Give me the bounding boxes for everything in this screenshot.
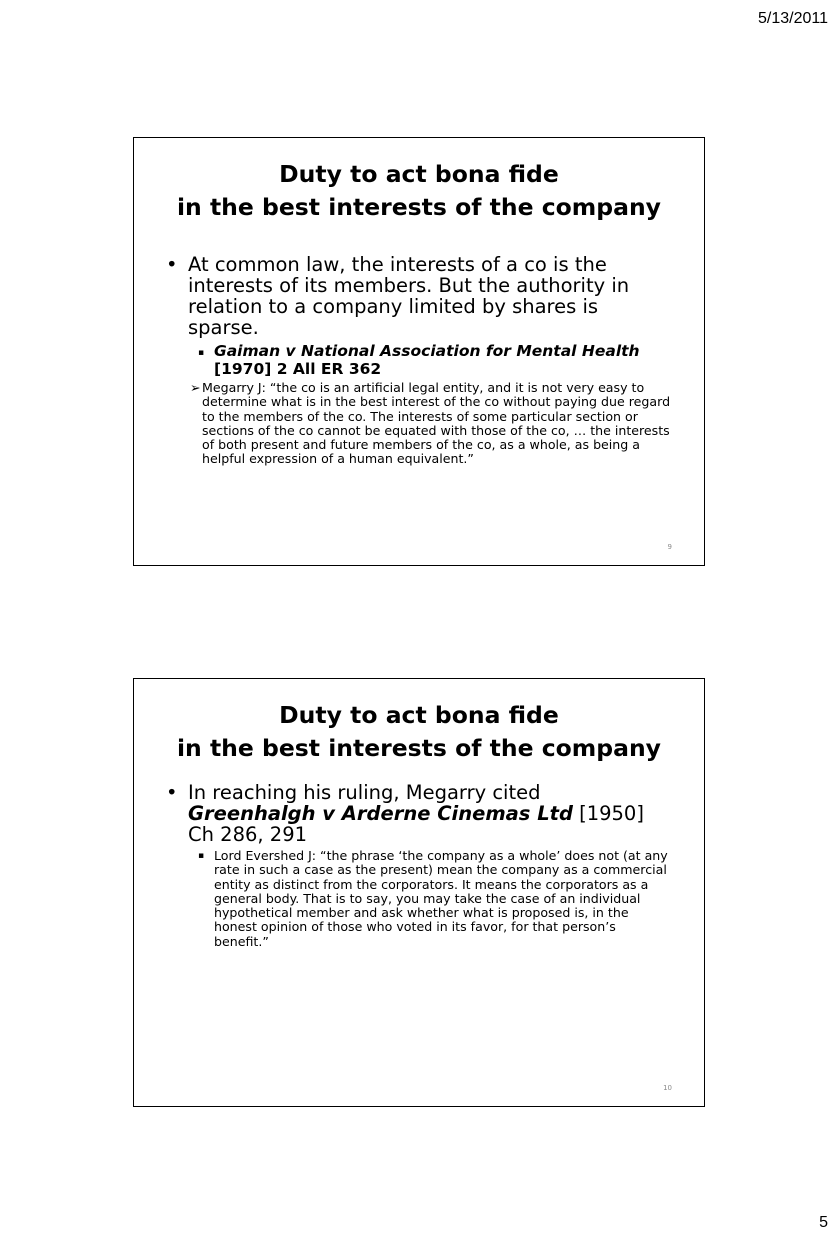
quote-text: Megarry J: “the co is an artificial legal entity, and it is not very easy to determine what is in the best interest of the co without paying due regard to the members of the co. The interests of some particular section or sections of the co cannot be equated with those of the co, … the interests of both present and future members of the co, as a whole, as being a helpful expression of a human equivalent.” xyxy=(202,380,671,467)
bullet-item xyxy=(166,254,672,338)
arrow-bullet-icon: ➢ xyxy=(190,380,201,395)
slide-title xyxy=(134,158,704,224)
quote-item xyxy=(198,849,672,949)
bullet-text-prefix: In reaching his ruling, Megarry cited xyxy=(188,781,541,804)
slide-title-line-2: in the best interests of the company xyxy=(176,734,661,762)
slide-9 xyxy=(133,137,705,566)
page-number: 5 xyxy=(819,1214,828,1231)
bullet-text: At common law, the interests of a co is the interests of its members. But the authority in relation to a company limited by shares is sparse. xyxy=(188,253,630,339)
case-citation: [1950] Ch 286, 291 xyxy=(188,802,644,846)
bullet-item xyxy=(166,782,672,845)
slide-title-line-1: Duty to act bona fide xyxy=(279,701,559,729)
slide-title-line-1: Duty to act bona fide xyxy=(279,160,559,188)
case-name: Greenhalgh v Arderne Cinemas Ltd xyxy=(188,802,573,825)
case-name: Gaiman v National Association for Mental Health xyxy=(214,342,640,360)
square-bullet-icon: ▪ xyxy=(198,348,205,358)
slide-10 xyxy=(133,678,705,1107)
square-bullet-icon: ▪ xyxy=(198,851,205,861)
bullet-dot-icon: • xyxy=(166,253,178,276)
bullet-dot-icon: • xyxy=(166,781,178,804)
slide-body xyxy=(166,782,672,949)
slide-number: 9 xyxy=(667,543,672,551)
sub-bullet-item xyxy=(198,342,672,378)
slide-number: 10 xyxy=(663,1084,672,1092)
quote-item xyxy=(190,381,672,467)
quote-text: Lord Evershed J: “the phrase ‘the company as a whole’ does not (at any rate in such a case as the present) mean the company as a commercial entity as distinct from the corporators. It means the corporators as a general body. That is to say, you may take the case of an individual hypothetical member and ask whether what is proposed is, in the honest opinion of those who voted in its favor, for that person’s benefit.” xyxy=(214,848,668,949)
slide-body xyxy=(166,254,672,467)
slide-title-line-2: in the best interests of the company xyxy=(176,193,661,221)
case-citation: [1970] 2 All ER 362 xyxy=(214,360,382,378)
page-date: 5/13/2011 xyxy=(758,10,828,27)
slide-title xyxy=(134,699,704,765)
